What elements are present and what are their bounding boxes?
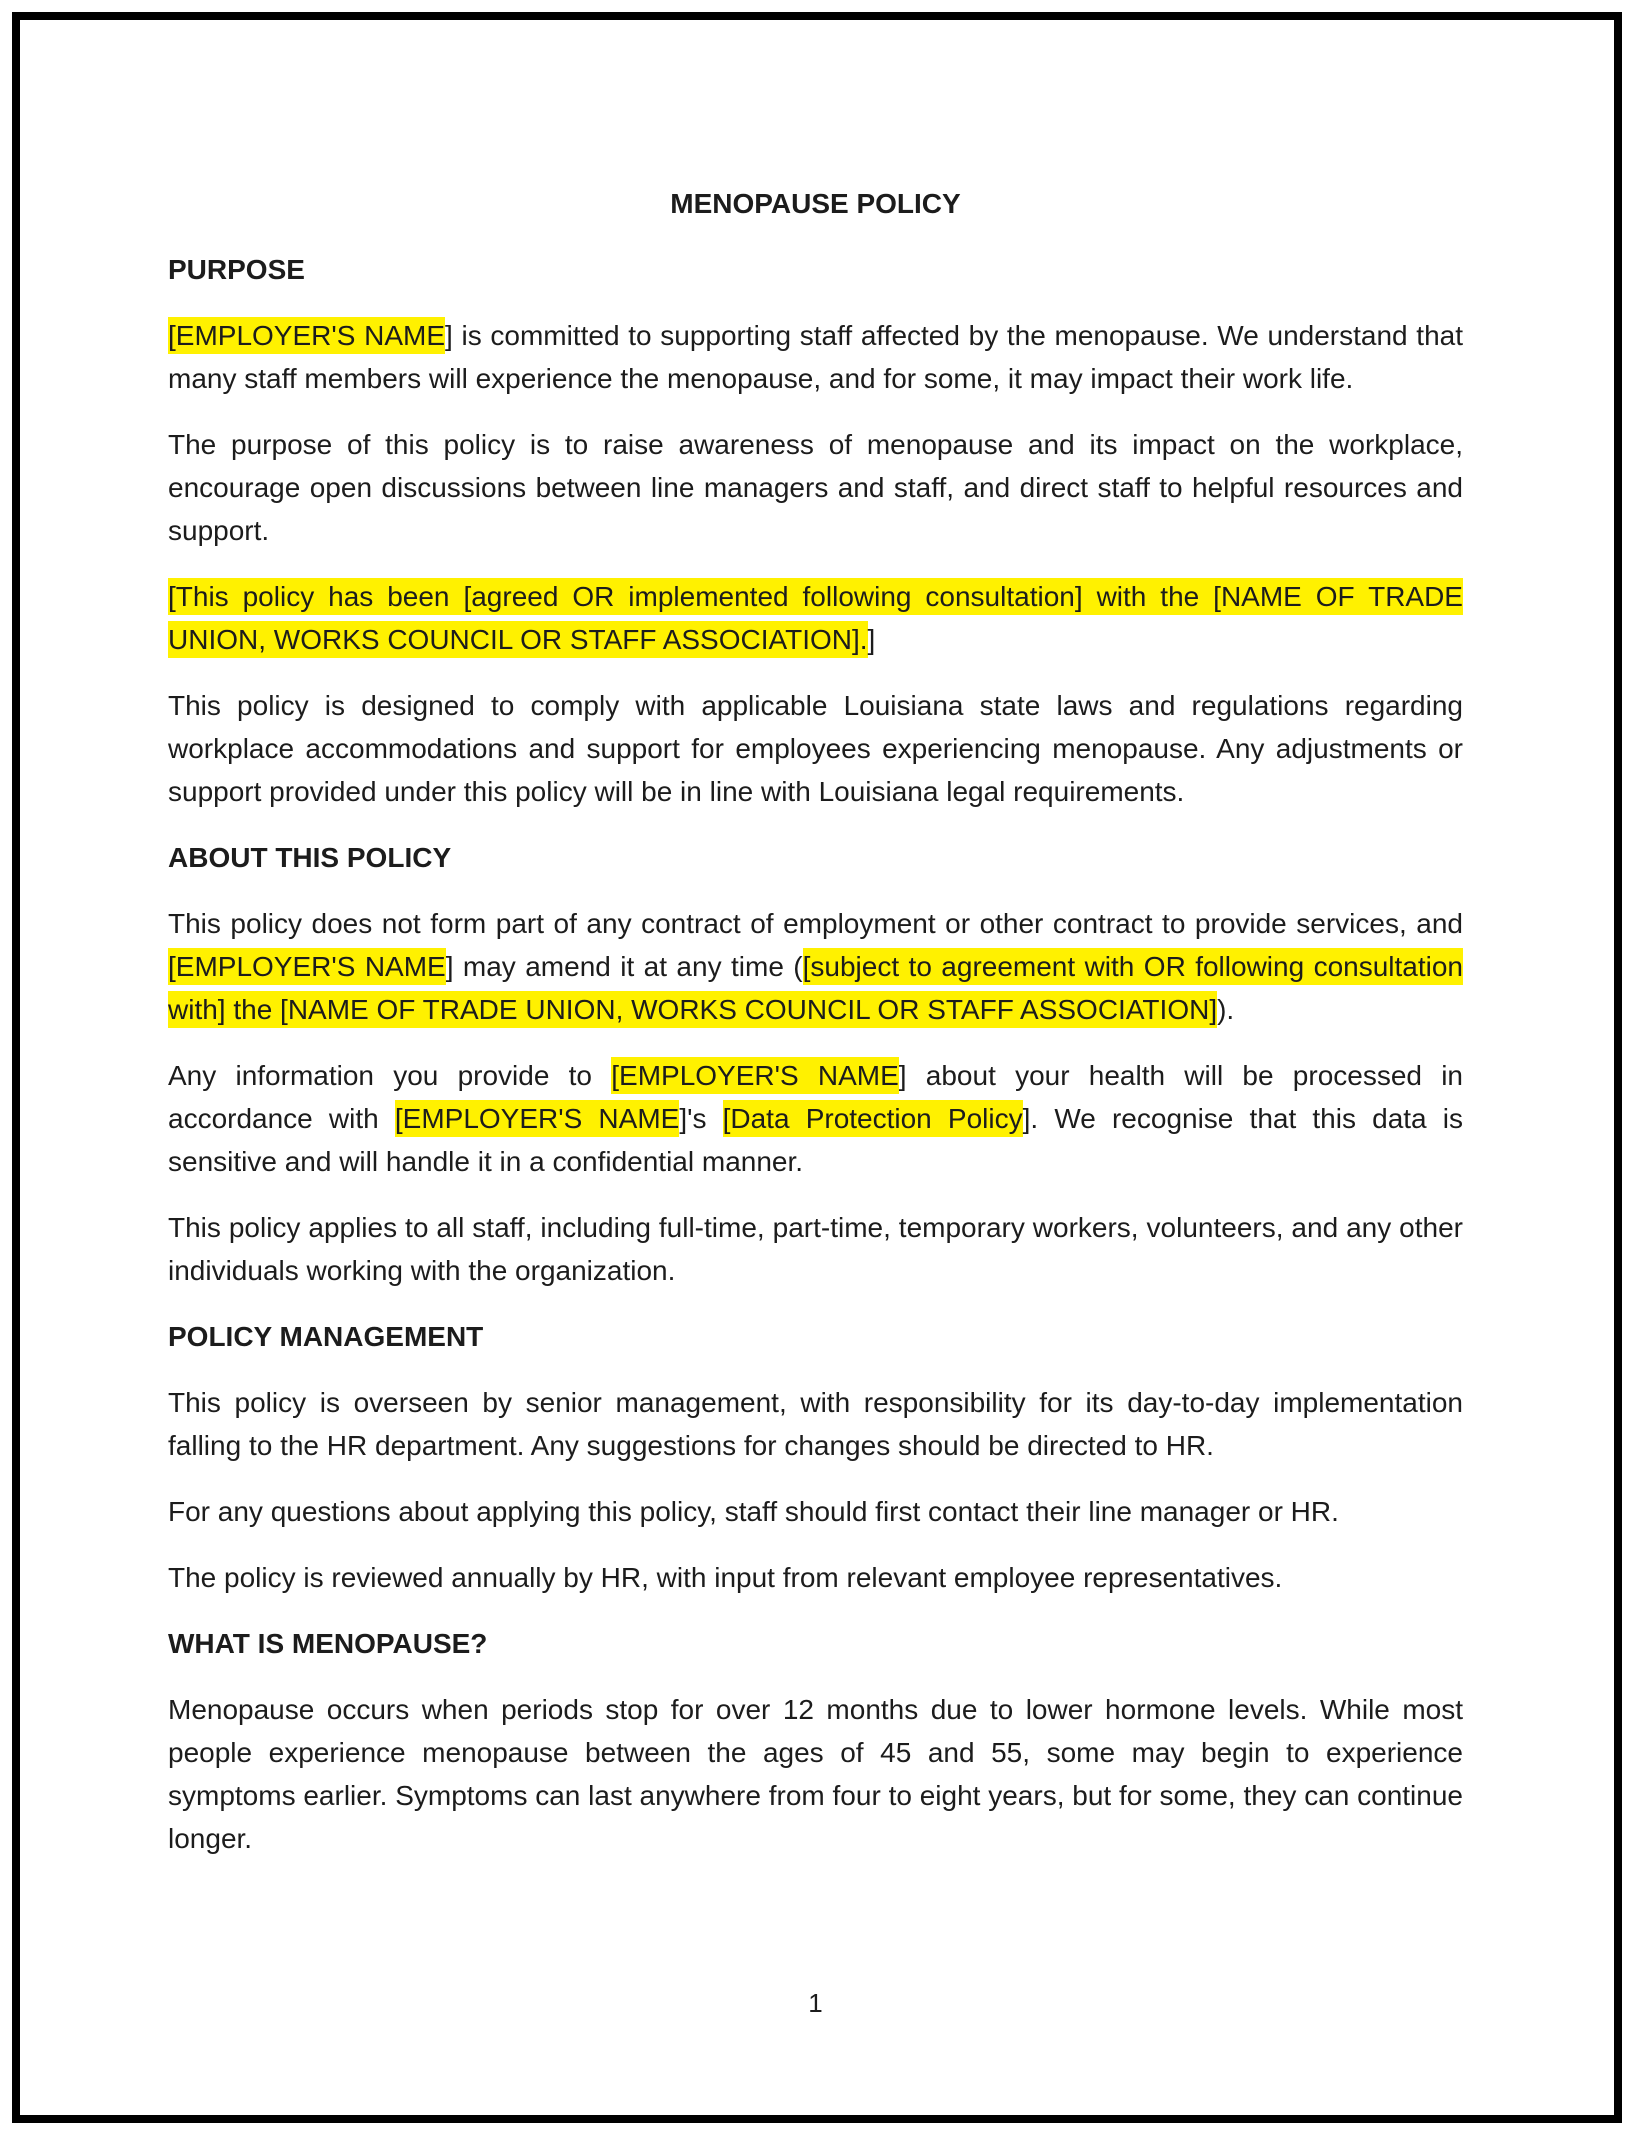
body-paragraph (168, 684, 1463, 813)
highlighted-text: [EMPLOYER'S NAME (611, 1057, 899, 1094)
highlighted-text: [Data Protection Policy (723, 1100, 1023, 1137)
plain-text: ]'s (679, 1103, 723, 1134)
plain-text: For any questions about applying this policy, staff should first contact their line manager or HR. (168, 1496, 1339, 1527)
section-heading: ABOUT THIS POLICY (168, 842, 452, 873)
plain-text: This policy applies to all staff, including full-time, part-time, temporary workers, volunteers, and any other individuals working with the organization. (168, 1212, 1463, 1286)
body-paragraph (168, 1688, 1463, 1860)
body-paragraph (168, 1206, 1463, 1292)
document-title: MENOPAUSE POLICY (670, 188, 961, 219)
document-body (168, 182, 1463, 1883)
plain-text: This policy is designed to comply with applicable Louisiana state laws and regulations regarding workplace accommodations and support for employees experiencing menopause. Any adjustments or support provided under this policy will be in line with Louisiana legal requirements. (168, 690, 1463, 807)
plain-text: This policy does not form part of any contract of employment or other contract to provide services, and (168, 908, 1463, 939)
plain-text: Menopause occurs when periods stop for over 12 months due to lower hormone levels. While most people experience menopause between the ages of 45 and 55, some may begin to experience symptoms earlier. Symptoms can last anywhere from four to eight years, but for some, they can continue longer. (168, 1694, 1463, 1854)
plain-text: ]. We recognise that this data is sensitive and will handle it in a confidential manner. (168, 1103, 1463, 1177)
section-heading: WHAT IS MENOPAUSE? (168, 1628, 488, 1659)
plain-text: This policy is overseen by senior management, with responsibility for its day-to-day implementation falling to the HR department. Any suggestions for changes should be directed to HR. (168, 1387, 1463, 1461)
plain-text: ). (1217, 994, 1235, 1025)
body-paragraph (168, 1556, 1463, 1599)
highlighted-text: [EMPLOYER'S NAME (395, 1100, 679, 1137)
plain-text: ] (867, 624, 876, 655)
body-paragraph (168, 423, 1463, 552)
body-paragraph (168, 1490, 1463, 1533)
highlighted-text: [subject to agreement with OR following consultation with] the [NAME OF TRADE UNION, WORKS COUNCIL OR STAFF ASSOCIATION] (168, 948, 1463, 1028)
highlighted-text: [EMPLOYER'S NAME (168, 948, 446, 985)
body-paragraph (168, 575, 1463, 661)
highlighted-text: [This policy has been [agreed OR implemented following consultation] with the [NAME OF TRADE UNION, WORKS COUNCIL OR STAFF ASSOCIATION]. (168, 578, 1463, 658)
body-paragraph (168, 1381, 1463, 1467)
plain-text: ] about your health will be processed in accordance with (168, 1060, 1464, 1134)
section-heading: POLICY MANAGEMENT (168, 1321, 484, 1352)
body-paragraph (168, 314, 1463, 400)
plain-text: ] may amend it at any time ( (445, 951, 803, 982)
plain-text: The purpose of this policy is to raise awareness of menopause and its impact on the workplace, encourage open discussions between line managers and staff, and direct staff to helpful resources and support. (168, 429, 1463, 546)
plain-text: ] is committed to supporting staff affected by the menopause. We understand that many staff members will experience the menopause, and for some, it may impact their work life. (168, 320, 1464, 394)
page-number: 1 (808, 1988, 823, 2018)
plain-text: Any information you provide to (168, 1060, 612, 1091)
highlighted-text: [EMPLOYER'S NAME (168, 317, 445, 354)
body-paragraph (168, 902, 1463, 1031)
section-heading: PURPOSE (168, 254, 305, 285)
body-paragraph (168, 1054, 1463, 1183)
plain-text: The policy is reviewed annually by HR, with input from relevant employee representatives. (168, 1562, 1283, 1593)
